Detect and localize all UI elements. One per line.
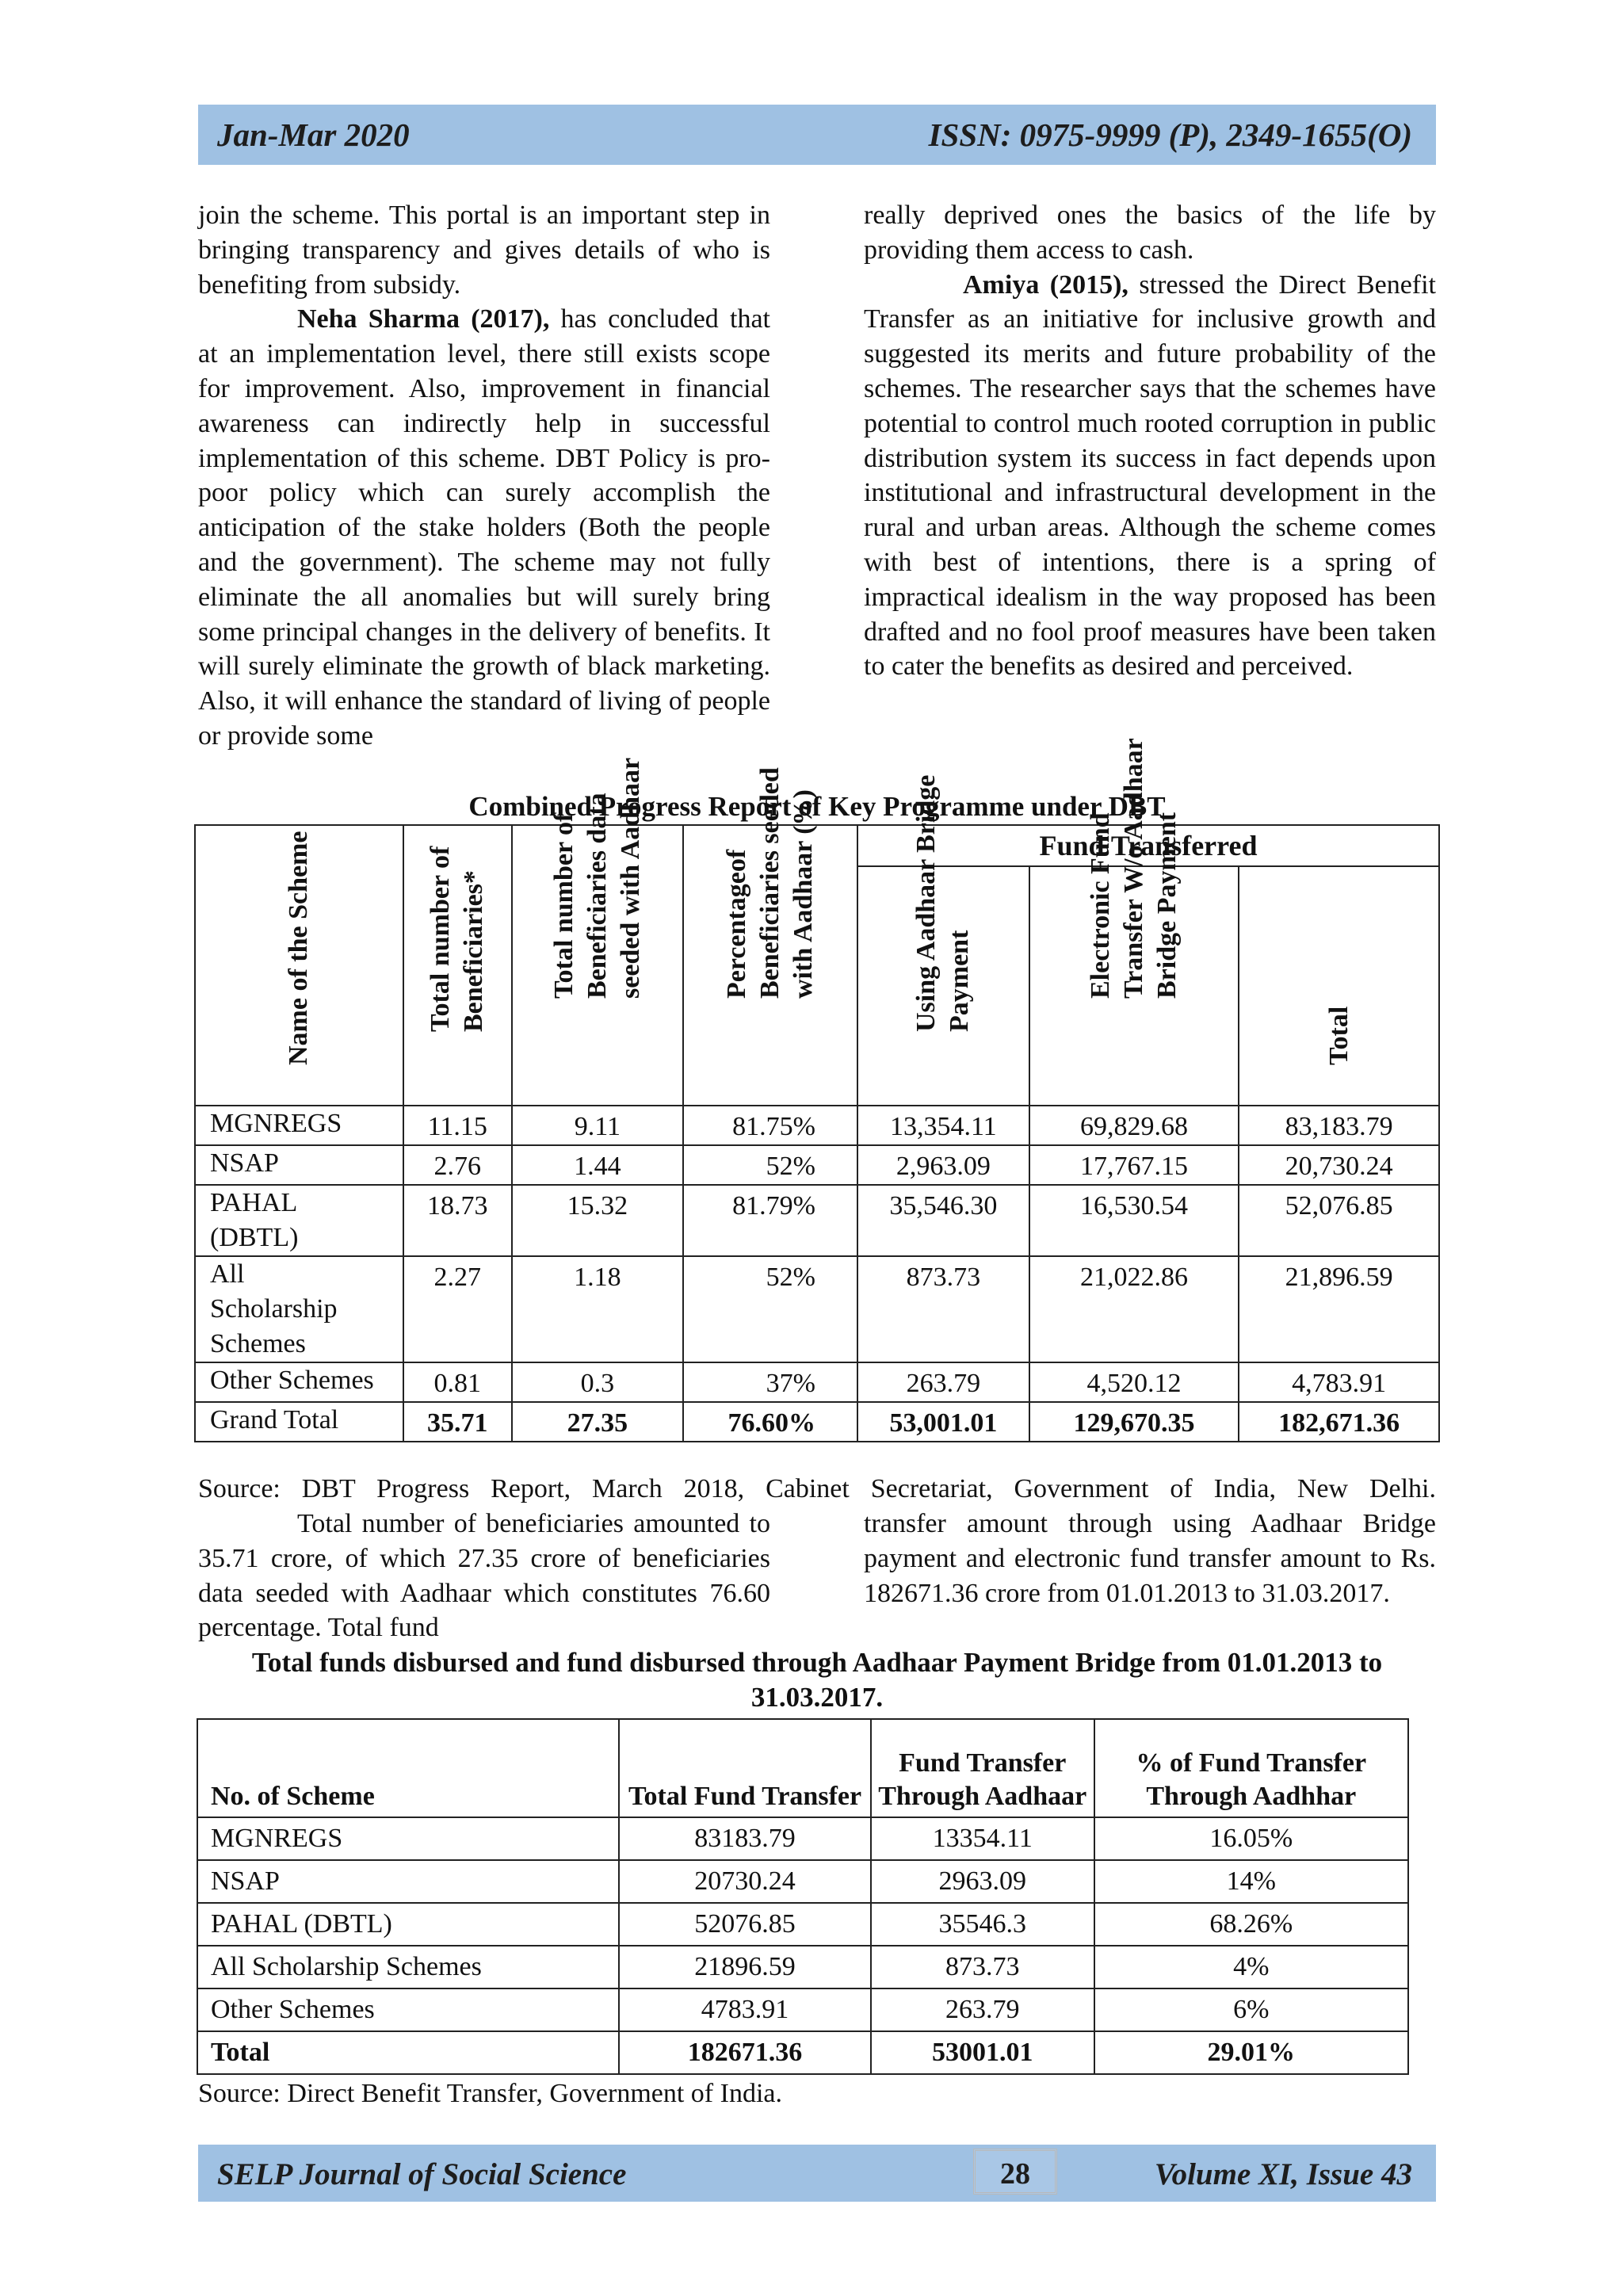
paragraph: join the scheme. This portal is an important step in bringing transparency and gives details of who is benefiting from subsidy.: [198, 201, 770, 300]
table-row: MGNREGS 11.15 9.11 81.75% 13,354.11 69,829.68 83,183.79: [195, 1106, 1439, 1145]
grand-total-row: Grand Total 35.71 27.35 76.60% 53,001.01 129,670.35 182,671.36: [195, 1402, 1439, 1442]
issue-date: Jan-Mar 2020: [217, 117, 410, 153]
citation: Neha Sharma (2017),: [297, 304, 550, 334]
header-fund-transferred: Fund Transferred: [857, 825, 1439, 866]
page-footer: [198, 2145, 1436, 2202]
header-total-fund: Total Fund Transfer: [619, 1719, 871, 1817]
volume-issue: Volume XI, Issue 43: [1154, 2157, 1412, 2191]
header-scheme: No. of Scheme: [197, 1719, 619, 1817]
header-percentage-seeded: Percentageof Beneficiaries seeded with Aadhaar (%): [683, 825, 857, 1106]
table-row: PAHAL (DBTL) 52076.85 35546.3 68.26%: [197, 1903, 1408, 1946]
header-using-abp: Using Aadhaar Bridge Payment: [857, 866, 1029, 1106]
paragraph-amiya: Amiya (2015), stressed the Direct Benefit Transfer as an initiative for inclusive growth and suggested its merits and future probability of the schemes. The researcher says that the schemes have potential to control much rooted corruption in public distribution system its success in fact depends upon institutional and infrastructural development in the rural and urban areas. Although the scheme comes with best of intentions, there is a spring of impractical idealism in the way proposed has been drafted and no fool proof measures have been taken to cater the benefits as desired and perceived.: [864, 269, 1436, 682]
total-row: Total 182671.36 53001.01 29.01%: [197, 2031, 1408, 2074]
table2-caption: Total funds disbursed and fund disbursed through Aadhaar Payment Bridge from 01.01.2013 to 31.03.2017.: [251, 1647, 1383, 1713]
table-row: Other Schemes 0.81 0.3 37% 263.79 4,520.12 4,783.91: [195, 1362, 1439, 1402]
header-through-aadhaar: Fund Transfer Through Aadhaar: [871, 1719, 1094, 1817]
page-number: 28: [973, 2149, 1057, 2195]
header-eft: Electronic Fund Transfer W/o Aadhaar Bridge Payment: [1029, 866, 1239, 1106]
table1-source: Source: DBT Progress Report, March 2018, Cabinet Secretariat, Government of India, New Delhi.: [198, 1474, 1436, 1503]
table-row: All Scholarship Schemes 2.27 1.18 52% 873.73 21,022.86 21,896.59: [195, 1256, 1439, 1362]
paragraph: transfer amount through using Aadhaar Bridge payment and electronic fund transfer amount to Rs. 182671.36 crore from 01.01.2013 to 31.03.2017.: [864, 1509, 1436, 1608]
page-header: [198, 105, 1436, 165]
table2-source: Source: Direct Benefit Transfer, Government of India.: [198, 2079, 782, 2108]
header-seeded-aadhaar: Total number of Beneficiaries data seeded with Aadhaar: [512, 825, 684, 1106]
right-column-top: [864, 198, 1436, 684]
table-row: MGNREGS 83183.79 13354.11 16.05%: [197, 1817, 1408, 1860]
table-row: PAHAL (DBTL) 18.73 15.32 81.79% 35,546.30 16,530.54 52,076.85: [195, 1185, 1439, 1256]
citation: Amiya (2015),: [963, 269, 1128, 300]
header-total: Total: [1239, 866, 1439, 1106]
table-row: NSAP 20730.24 2963.09 14%: [197, 1860, 1408, 1903]
header-pct-aadhaar: % of Fund Transfer Through Aadhhar: [1094, 1719, 1408, 1817]
paragraph: Total number of beneficiaries amounted to 35.71 crore, of which 27.35 crore of beneficiaries data seeded with Aadhaar which constitutes 76.60 percentage. Total fund: [198, 1509, 770, 1643]
table-row: Other Schemes 4783.91 263.79 6%: [197, 1988, 1408, 2031]
table-row: All Scholarship Schemes 21896.59 873.73 4%: [197, 1946, 1408, 1988]
paragraph-neha-sharma: Neha Sharma (2017), has concluded that at an implementation level, there still exists scope for improvement. Also, improvement in financial awareness can indirectly help in successful implementation of this scheme. DBT Policy is pro-poor policy which can surely accomplish the anticipation of the stake holders (Both the people and the government). The scheme may not fully eliminate the all anomalies but will surely bring some principal changes in the delivery of benefits. It will surely eliminate the growth of black marketing. Also, it will enhance the standard of living of people or provide some: [198, 304, 770, 751]
paragraph: really deprived ones the basics of the life by providing them access to cash.: [864, 201, 1436, 265]
header-scheme-name: Name of the Scheme: [195, 825, 403, 1106]
left-column-mid: [198, 1507, 770, 1645]
right-column-mid: [864, 1507, 1436, 1610]
left-column-top: [198, 198, 770, 754]
header-total-beneficiaries: Total number of Beneficiaries*: [403, 825, 512, 1106]
issn: ISSN: 0975-9999 (P), 2349-1655(O): [928, 117, 1412, 153]
journal-name: SELP Journal of Social Science: [217, 2157, 627, 2191]
table1-caption: Combined Progress Report of Key Programme under DBT: [468, 791, 1166, 822]
table-row: NSAP 2.76 1.44 52% 2,963.09 17,767.15 20,730.24: [195, 1145, 1439, 1185]
aadhaar-fund-table: [197, 1718, 1409, 2075]
